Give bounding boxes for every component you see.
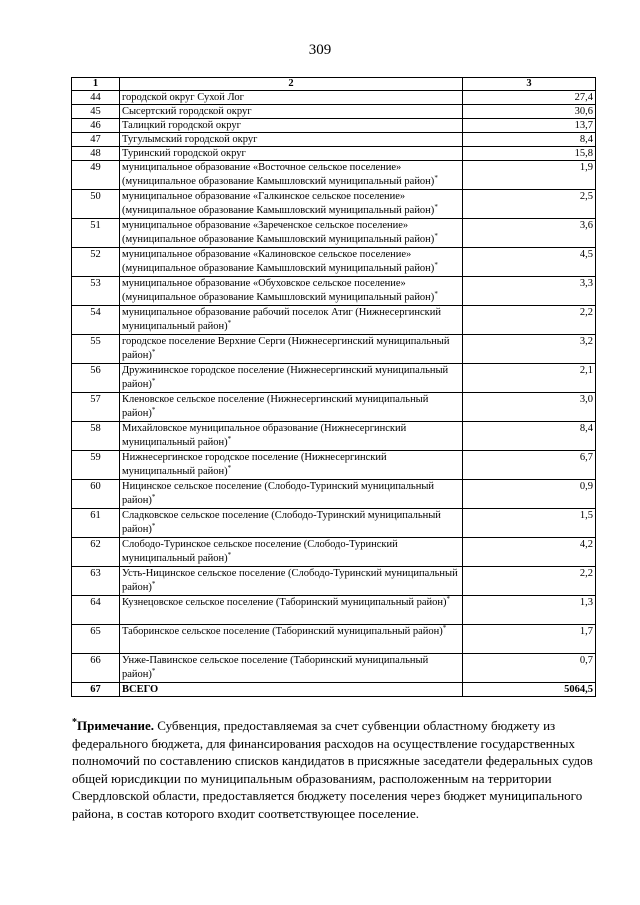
table-row	[72, 219, 596, 248]
row-name: Кленовское сельское поселение (Нижнесергинский муниципальный район)	[122, 394, 429, 419]
row-number: 48	[72, 147, 120, 161]
row-name-cell	[120, 364, 463, 393]
footnote-marker: *	[434, 174, 438, 182]
row-name-cell	[120, 105, 463, 119]
row-name-cell	[120, 509, 463, 538]
row-name-cell	[120, 133, 463, 147]
row-name-cell	[120, 190, 463, 219]
row-name-cell	[120, 147, 463, 161]
footnote-marker: *	[151, 493, 156, 501]
row-name: муниципальное образование рабочий поселок Атиг (Нижнесергинский муниципальный район)	[122, 307, 442, 332]
row-name-cell	[120, 625, 463, 654]
row-number: 51	[72, 219, 120, 248]
row-value: 3,0	[463, 393, 596, 422]
row-name-cell	[120, 306, 463, 335]
row-name: городской округ Сухой Лог	[122, 92, 244, 103]
row-name: муниципальное образование «Восточное сельское поселение» (муниципальное образование Камышловский муниципальный район)	[122, 162, 435, 187]
row-value: 27,4	[463, 91, 596, 105]
row-name: Нижнесергинское городское поселение (Нижнесергинский муниципальный район)	[122, 452, 387, 477]
row-number: 52	[72, 248, 120, 277]
row-number: 61	[72, 509, 120, 538]
table-row	[72, 393, 596, 422]
table-header-row	[72, 78, 596, 91]
row-number: 57	[72, 393, 120, 422]
table-row	[72, 683, 596, 697]
table-row	[72, 161, 596, 190]
row-value: 3,3	[463, 277, 596, 306]
footnote-marker: *	[151, 580, 156, 588]
table-row	[72, 105, 596, 119]
row-name-cell	[120, 393, 463, 422]
row-name: Кузнецовское сельское поселение (Таборинский муниципальный район)	[122, 597, 447, 608]
row-name: Талицкий городской округ	[122, 120, 241, 131]
row-value: 5064,5	[463, 683, 596, 697]
table-row	[72, 133, 596, 147]
footnote-marker: *	[227, 464, 232, 472]
footnote-marker: *	[434, 232, 438, 240]
footnote-marker: *	[434, 290, 438, 298]
table-row	[72, 119, 596, 133]
row-value: 2,2	[463, 306, 596, 335]
row-value: 15,8	[463, 147, 596, 161]
row-value: 6,7	[463, 451, 596, 480]
row-number: 65	[72, 625, 120, 654]
row-name-cell	[120, 335, 463, 364]
table-row	[72, 190, 596, 219]
row-number: 54	[72, 306, 120, 335]
row-name: Тугулымский городской округ	[122, 134, 258, 145]
row-value: 1,9	[463, 161, 596, 190]
row-name: Слободо-Туринское сельское поселение (Слободо-Туринский муниципальный район)	[122, 539, 398, 564]
row-value: 2,2	[463, 567, 596, 596]
row-name: Ницинское сельское поселение (Слободо-Туринский муниципальный район)	[122, 481, 435, 506]
row-name-cell	[120, 161, 463, 190]
column-header-value: 3	[463, 78, 596, 91]
row-number: 44	[72, 91, 120, 105]
row-name-cell	[120, 277, 463, 306]
row-number: 47	[72, 133, 120, 147]
row-name-cell	[120, 91, 463, 105]
row-name: Туринский городской округ	[122, 148, 246, 159]
row-name: городское поселение Верхние Серги (Нижнесергинский муниципальный район)	[122, 336, 450, 361]
footnote-star: *	[72, 717, 77, 728]
table-row	[72, 538, 596, 567]
footnote	[72, 717, 594, 823]
column-header-name: 2	[120, 78, 463, 91]
row-name: Таборинское сельское поселение (Таборинский муниципальный район)	[122, 626, 443, 637]
row-name: Унже-Павинское сельское поселение (Таборинский муниципальный район)	[122, 655, 429, 680]
row-value: 2,5	[463, 190, 596, 219]
table-row	[72, 422, 596, 451]
footnote-marker: *	[151, 377, 156, 385]
row-value: 8,4	[463, 133, 596, 147]
row-value: 1,3	[463, 596, 596, 625]
row-value: 8,4	[463, 422, 596, 451]
row-value: 1,7	[463, 625, 596, 654]
table-row	[72, 654, 596, 683]
row-number: 53	[72, 277, 120, 306]
row-name-cell	[120, 538, 463, 567]
row-number: 49	[72, 161, 120, 190]
row-value: 13,7	[463, 119, 596, 133]
row-number: 67	[72, 683, 120, 697]
row-number: 55	[72, 335, 120, 364]
row-name: Михайловское муниципальное образование (Нижнесергинский муниципальный район)	[122, 423, 407, 448]
table-row	[72, 335, 596, 364]
table-body	[72, 91, 596, 697]
footnote-marker: *	[442, 624, 447, 632]
table-row	[72, 364, 596, 393]
table-row	[72, 625, 596, 654]
table-row	[72, 451, 596, 480]
row-number: 46	[72, 119, 120, 133]
row-value: 4,2	[463, 538, 596, 567]
row-name: Сладковское сельское поселение (Слободо-Туринский муниципальный район)	[122, 510, 441, 535]
row-value: 30,6	[463, 105, 596, 119]
row-name-cell	[120, 596, 463, 625]
table-row	[72, 306, 596, 335]
table-row	[72, 147, 596, 161]
row-name: Усть-Ницинское сельское поселение (Слободо-Туринский муниципальный район)	[122, 568, 458, 593]
row-name: муниципальное образование «Зареченское сельское поселение» (муниципальное образование Камышловский муниципальный район)	[122, 220, 435, 245]
row-number: 63	[72, 567, 120, 596]
footnote-marker: *	[434, 203, 438, 211]
footnote-text: Субвенция, предоставляемая за счет субвенции областному бюджету из федерального бюджета, для финансирования расходов на осуществление государственных полномочий по составлению списков кандидатов в присяжные заседатели федеральных судов общей юрисдикции по муниципальным образованиям, расположенным на территории Свердловской области, предоставляется бюджету поселения через бюджет муниципального района, в состав которого входит соответствующее поселение.	[72, 718, 593, 821]
row-name-cell	[120, 567, 463, 596]
row-number: 62	[72, 538, 120, 567]
row-value: 0,7	[463, 654, 596, 683]
footnote-marker: *	[446, 595, 451, 603]
table-row	[72, 248, 596, 277]
row-name: Сысертский городской округ	[122, 106, 252, 117]
row-number: 59	[72, 451, 120, 480]
row-name-cell	[120, 480, 463, 509]
row-name-cell	[120, 422, 463, 451]
row-name-cell	[120, 654, 463, 683]
row-value: 2,1	[463, 364, 596, 393]
footnote-marker: *	[151, 522, 156, 530]
table-row	[72, 480, 596, 509]
footnote-marker: *	[151, 348, 156, 356]
row-value: 4,5	[463, 248, 596, 277]
row-name: муниципальное образование «Калиновское сельское поселение» (муниципальное образование Камышловский муниципальный район)	[122, 249, 435, 274]
row-number: 64	[72, 596, 120, 625]
table-row	[72, 277, 596, 306]
row-name: ВСЕГО	[122, 684, 159, 695]
footnote-marker: *	[151, 667, 156, 675]
table-row	[72, 509, 596, 538]
row-name-cell	[120, 451, 463, 480]
row-number: 56	[72, 364, 120, 393]
row-number: 60	[72, 480, 120, 509]
footnote-label: Примечание.	[77, 718, 154, 733]
row-name: муниципальное образование «Галкинское сельское поселение» (муниципальное образование Камышловский муниципальный район)	[122, 191, 435, 216]
row-number: 45	[72, 105, 120, 119]
footnote-marker: *	[227, 551, 232, 559]
row-number: 66	[72, 654, 120, 683]
page-number: 309	[308, 42, 332, 58]
row-value: 1,5	[463, 509, 596, 538]
table-row	[72, 91, 596, 105]
table-row	[72, 596, 596, 625]
footnote-marker: *	[151, 406, 156, 414]
footnote-marker: *	[434, 261, 438, 269]
row-name: муниципальное образование «Обуховское сельское поселение» (муниципальное образование Камышловский муниципальный район)	[122, 278, 435, 303]
row-value: 3,2	[463, 335, 596, 364]
row-name-cell	[120, 119, 463, 133]
row-name-cell	[120, 248, 463, 277]
row-number: 50	[72, 190, 120, 219]
table-row	[72, 567, 596, 596]
column-header-number: 1	[72, 78, 120, 91]
row-value: 3,6	[463, 219, 596, 248]
subvention-table	[71, 77, 596, 697]
row-name-cell	[120, 683, 463, 697]
footnote-marker: *	[227, 435, 232, 443]
row-name-cell	[120, 219, 463, 248]
row-number: 58	[72, 422, 120, 451]
footnote-marker: *	[227, 319, 232, 327]
row-value: 0,9	[463, 480, 596, 509]
row-name: Дружининское городское поселение (Нижнесергинский муниципальный район)	[122, 365, 449, 390]
